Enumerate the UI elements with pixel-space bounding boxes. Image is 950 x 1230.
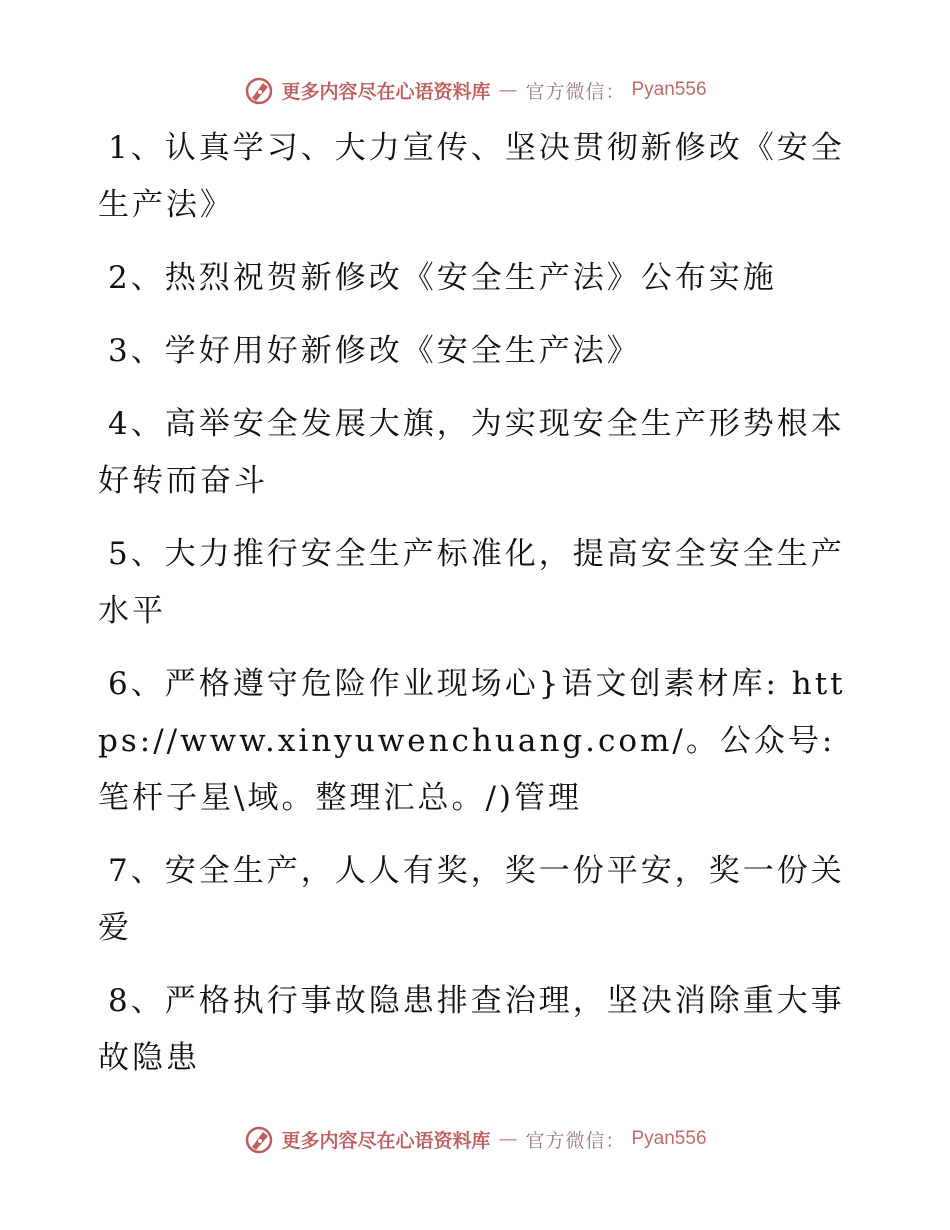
list-item: 8、严格执行事故隐患排查治理，坚决消除重大事故隐患 <box>98 983 845 1076</box>
list-item: 1、认真学习、大力宣传、坚决贯彻新修改《安全生产法》 <box>98 130 845 223</box>
list-item: 4、高举安全发展大旗，为实现安全生产形势根本好转而奋斗 <box>98 406 845 499</box>
list-item: 3、学好用好新修改《安全生产法》 <box>108 333 641 369</box>
pen-nib-circle-icon <box>243 1123 275 1155</box>
list-item: 6、严格遵守危险作业现场心}语文创素材库: https://www.xinyuwenchuang.com/。公众号: 笔杆子星\域。整理汇总。/)管理 <box>98 666 846 816</box>
watermark-wechat-label: 官方微信： <box>525 1129 626 1152</box>
list-item: 5、大力推行安全生产标准化，提高安全安全生产水平 <box>98 536 845 629</box>
watermark-wechat-id: Pyan556 <box>631 1128 707 1149</box>
watermark-wechat-id: Pyan556 <box>631 79 707 100</box>
slogan-list <box>98 120 858 1103</box>
watermark-dash: — <box>498 1128 518 1150</box>
pen-nib-circle-icon <box>243 74 275 106</box>
watermark-wechat-label: 官方微信： <box>525 80 626 103</box>
list-item: 7、安全生产，人人有奖，奖一份平安，奖一份关爱 <box>98 853 845 946</box>
watermark-dash: — <box>498 79 518 101</box>
watermark-main-text: 更多内容尽在心语资料库 <box>281 80 491 103</box>
watermark-main-text: 更多内容尽在心语资料库 <box>281 1129 491 1152</box>
footer-watermark <box>0 1121 950 1157</box>
list-item: 2、热烈祝贺新修改《安全生产法》公布实施 <box>108 260 777 296</box>
header-watermark <box>0 72 950 108</box>
